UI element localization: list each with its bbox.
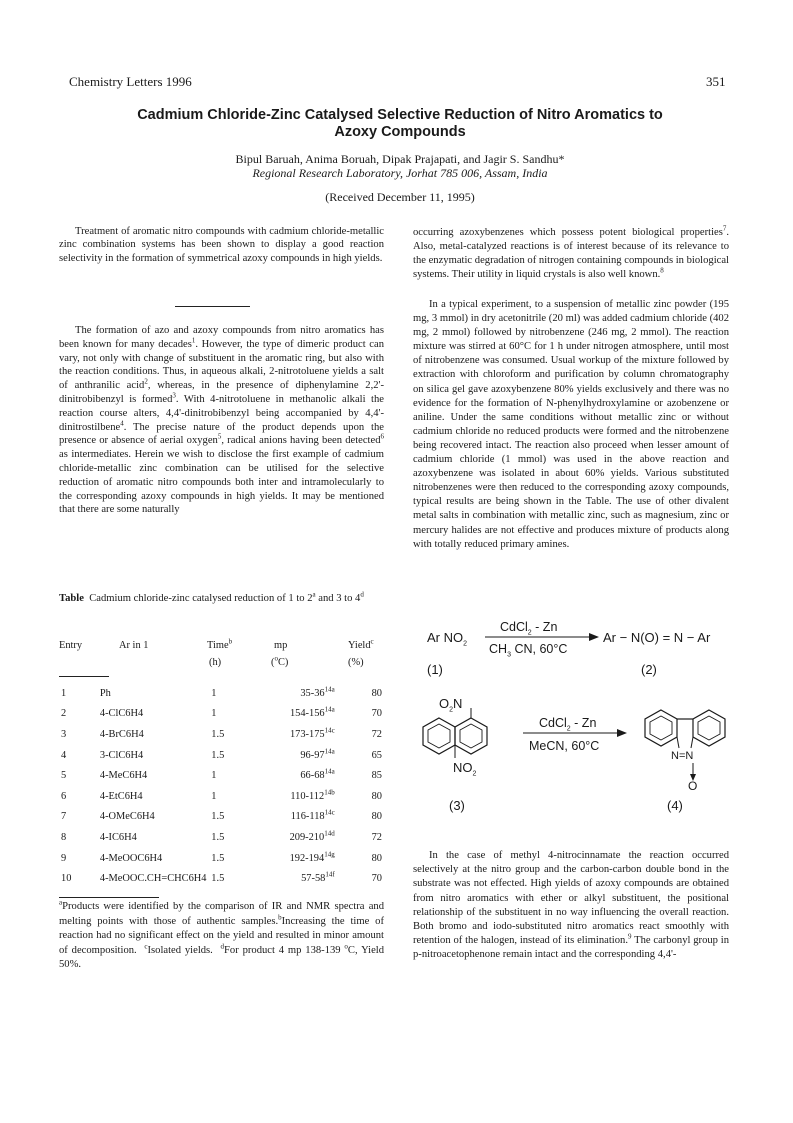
compound-label-1: (1) [427,662,443,677]
cell-time: 1 [211,708,217,720]
table-row [59,683,384,704]
col-time-header: Time$^b$ [207,637,233,651]
col-mp-header: mp [274,640,288,651]
title-line-2: Azoxy Compounds [334,124,466,140]
cell-time: 1.5 [211,811,225,823]
cell-entry: 2 [61,708,67,720]
reagent-1-top: CdCl$_2$ - Zn [500,620,558,637]
cell-ref: 14a [324,767,335,776]
col-mp-unit: ($^o$C) [271,654,289,668]
o2n-group: $O_2N$ [439,696,463,714]
table-row [59,765,384,786]
ref-3: 3 [172,391,176,400]
cell-mp: $209-210^{14d}$ [289,829,335,843]
article-title [120,107,680,141]
footnote-separator [59,897,159,898]
cell-entry: 9 [61,852,67,864]
author-names: Bipul Baruah, Anima Boruah, Dipak Prajapati, and Jagir S. Sandhu* [235,152,565,166]
cell-yield: 65 [371,749,382,761]
results-table [59,636,384,889]
cell-entry: 10 [61,873,72,885]
reaction-scheme [413,618,743,823]
col-time-unit: (h) [209,657,222,668]
cell-ref: 14a [324,685,335,694]
cell-yield: 80 [371,852,382,864]
ref-6: 6 [380,432,384,441]
cell-mp: $110-112^{14b}$ [290,788,335,802]
cell-mp: $96-97^{14a}$ [300,747,335,761]
cell-time: 1.5 [211,852,225,864]
reaction-arrow-2 [521,726,629,740]
cell-time: 1.5 [211,831,225,843]
ref-5: 5 [217,432,222,441]
footnote-d: For product 4 mp 138-139 $^o$C, Yield 50%. [59,942,385,971]
received-date: (Received December 11, 1995) [325,190,475,204]
cell-ref: 14g [324,850,335,859]
cell-ar: 4-EtC6H4 [99,790,143,802]
cell-entry: 8 [61,831,67,843]
table-row [59,745,384,766]
table-row [59,848,384,869]
footnote-a: Products were identified by the comparison of IR and NMR spectra and melting points with those of authentic samples. [59,901,384,927]
cell-mp: $35-36^{14a}$ [300,685,335,699]
cell-ar: 4-BrC6H4 [99,728,144,740]
journal-name: Chemistry Letters 1996 [69,74,192,89]
cell-entry: 6 [61,790,67,802]
cell-entry: 1 [61,687,67,699]
ref-1: 1 [191,336,196,345]
cell-ref: 14b [324,788,335,797]
table-row [59,704,384,725]
cell-time: 1 [211,790,217,802]
cell-ref: 14c [324,726,335,735]
cell-ref: 14a [324,747,335,756]
table-row [59,786,384,807]
table-body [59,683,384,889]
table-row [59,724,384,745]
reagent-2-top: CdCl$_2$ - Zn [539,716,597,733]
azoxy-nn: N=N [671,750,694,762]
cell-time: 1.5 [211,749,225,761]
table-header [59,636,384,672]
experimental-paragraph: In a typical experiment, to a suspension of metallic zinc powder (195 mg, 3 mmol) in dry acetonitrile (20 ml) was added cadmium chloride (402 mg, 2 mmol) followed by nitrobenzene (246 mg, 2 mmol). The reaction mixture was stirred at 60°C for 1 h under nitrogen atmosphere, until most of nitrobenzene was consumed. Usual workup of the mixture followed by extraction with chloroform and purification by column chromatography on silica gel gave azoxybenzene 80% yields exclusively and there was no evidence for the formation of N-phenylhydroxylamine or azobenzene or aniline. Under the same conditions without metallic zinc or without cadmium chloride no reduced products were formed and the nitrobenzene being recovered intact. The reaction also proceed when lesser amount of cadmium chloride (1 mmol) was used in the above reaction and azoxybenzene was isolated in about 60% yields. Various substituted nitrobenzenes were then reduced to the corresponding azoxy compounds, typical results are being shown in the Table. The use of other divalent metal salts in combination with metallic zinc, such as magnesium, zinc or mercury halides are not effective and produces mixture of products along with totally reduced primary amines. [413,299,729,550]
compound-label-3: (3) [449,798,465,813]
cell-entry: 7 [61,811,67,823]
cell-ar: 4-MeOOC.CH=CHC6H4 [99,873,207,885]
cell-mp: $173-175^{14c}$ [289,726,335,740]
intro-paragraph: The formation of azo and azoxy compounds from nitro aromatics has been known for many decades$^1$. However, the type of dimeric product can vary, not only with change of substituent in the aromatic ring, but also with the reaction conditions. Thus, in aqueous alkali, 2-nitrotoluene yields a salt of anthranilic acid$^2$, whereas, in the presence of diphenylamine 2,2'-dinitrobibenzyl is formed$^3$. With 4-nitrotoluene in methanolic alkali the reaction course alters, 4,4'-dinitrobibenzyl being accompanied by 4,4'-dinitrostilbene$^4$. The precise nature of the product depends upon the presence or absence of aerial oxygen$^5$, radical anions having been detected$^6$ as intermediates. Herein we wish to disclose the first example of cadmium chloride-metallic zinc combination can be utilised for the selective reduction of aromatic nitro compounds both inter and intramolecularly to the corresponding azoxy compounds in high yields. It may be mentioned that there are some naturally [59,325,385,516]
ref-7: 7 [722,224,727,233]
cell-mp: $192-194^{14g}$ [289,850,335,864]
cell-yield: 85 [371,770,382,782]
table-row [59,827,384,848]
cell-yield: 80 [371,811,382,823]
cell-ar: Ph [99,687,111,699]
no2-group: $NO_2$ [453,760,477,778]
cell-entry: 4 [61,749,67,761]
col-entry-header: Entry [59,640,83,651]
cell-time: 1.5 [211,728,225,740]
oxygen-atom: O [688,779,698,793]
ref-8: 8 [660,266,664,275]
cell-time: 1 [211,770,217,782]
footnote-b: Increasing the time of reaction had no significant effect on the yield and resulted in minor amount of decomposition. [59,915,384,956]
cell-time: 1 [211,687,217,699]
cell-mp: $116-118^{14c}$ [290,808,335,823]
col-yield-unit: (%) [348,657,364,668]
abstract-separator [175,306,250,307]
cell-ref: 14d [324,829,335,838]
compound-label-2: (2) [641,662,657,677]
table-row [59,868,384,889]
col-ar-header: Ar in 1 [119,640,149,651]
table-row [59,807,384,828]
cell-ar: 3-ClC6H4 [99,749,144,761]
cell-yield: 80 [371,687,382,699]
cell-mp: $66-68^{14a}$ [300,767,335,782]
cell-ar: 4-IC6H4 [99,831,137,843]
reagent-1-bottom: $CH_3$ CN, 60°C [489,642,568,659]
cell-mp: $57-58^{14f}$ [301,870,335,885]
table-header-rule [59,676,109,677]
cell-ar: 4-MeC6H4 [99,770,148,782]
table-label: Table [59,593,84,604]
cell-entry: 5 [61,770,67,782]
cell-yield: 70 [371,708,382,720]
ref-9: 9 [627,932,632,941]
cell-yield: 72 [371,728,382,740]
cell-entry: 3 [61,728,67,740]
product-2: Ar − N(O) = N − Ar [603,630,711,645]
footnote-c: Isolated yields. [147,944,213,956]
reaction-arrow-1 [483,630,601,644]
reactant-1: Ar $NO_2$ [427,630,468,648]
right-paragraph-1: occurring azoxybenzenes which possess potent biological properties$^7$. Also, metal-catalyzed reactions is of interest because of its relevance to the enzymatic degradation of nitrogen containing compounds in biological systems. Their utility in liquid crystals is also well known.$^8$ [413,224,729,280]
cell-ar: 4-MeOOC6H4 [99,852,163,864]
cell-yield: 70 [371,873,382,885]
cell-ar: 4-ClC6H4 [99,708,144,720]
cell-ref: 14a [324,705,335,714]
cell-ar: 4-OMeC6H4 [99,811,155,823]
cell-yield: 80 [371,790,382,802]
abstract: Treatment of aromatic nitro compounds with cadmium chloride-metallic zinc combination systems has been shown to display a good reaction selectivity in the formation of symmetrical azoxy compounds in high yields. [59,226,384,264]
title-line-1: Cadmium Chloride-Zinc Catalysed Selective Reduction of Nitro Aromatics to [137,107,663,123]
cell-ref: 14f [325,870,335,879]
cell-ref: 14c [324,808,335,817]
ref-4: 4 [120,419,124,428]
compound-label-4: (4) [667,798,683,813]
col-yield-header: Yield$^c$ [348,637,374,651]
cell-mp: $154-156^{14a}$ [289,705,335,720]
reagent-2-bottom: MeCN, 60°C [529,739,600,753]
author-block [120,152,680,180]
page-number: 351 [706,74,726,89]
cell-time: 1.5 [211,873,225,885]
discussion-paragraph: In the case of methyl 4-nitrocinnamate the reaction occurred selectively at the nitro group and the carbon-carbon double bond in the substrate was not effected. High yields of azoxy compounds are obtained from nitro aromatics with ether or alkyl substituent, the positional relationship of the substituent in no way influencing the overall reaction. Both bromo and iodo-substituted nitro aromatics react smoothly with retention of the halogen, instead of its elimination.$^9$ The carbonyl group in p-nitroacetophenone remain intact and the corresponding 4,4'- [413,850,729,961]
author-affiliation: Regional Research Laboratory, Jorhat 785 006, Assam, India [252,166,548,180]
cell-yield: 72 [371,831,382,843]
table-caption: Table Cadmium chloride-zinc catalysed reduction of 1 to 2$^a$ and 3 to 4$^d$ [59,590,364,604]
table-footnotes: $^a$Products were identified by the comparison of IR and NMR spectra and melting points with those of authentic samples.$^b$Increasing the time of reaction had no significant effect on the yield and resulted in minor amount of decomposition. $^c$Isolated yields. $^d$For product 4 mp 138-139 $^o$C, Yield 50%. [59,898,385,971]
ref-2: 2 [144,377,148,386]
